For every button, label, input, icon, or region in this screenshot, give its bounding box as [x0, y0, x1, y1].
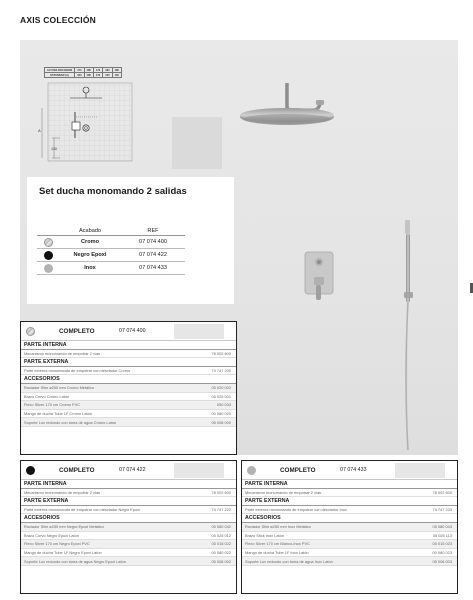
- kit-header: [21, 322, 236, 341]
- item-row: [21, 532, 236, 541]
- item-desc: Rociador Slim ø250 mm Negro Epoxi Metálico: [24, 524, 104, 530]
- item-ref: 00 080 020: [211, 411, 231, 417]
- finish-row-negro: [37, 249, 185, 262]
- item-ref: 74 747 233: [432, 507, 452, 513]
- item-ref: 05 008 002: [211, 558, 231, 564]
- dimensions-cell: 170: [75, 68, 84, 73]
- section-title: PARTE EXTERNA: [21, 358, 236, 367]
- cromo-swatch-icon: [26, 327, 35, 336]
- item-row: [21, 367, 236, 376]
- kit-box-inox: [241, 460, 458, 594]
- item-ref: 05 025 113: [432, 532, 452, 538]
- dimension-label: A: [38, 128, 41, 133]
- kit-title: COMPLETO: [59, 467, 95, 474]
- item-row: [242, 557, 457, 566]
- inox-swatch-icon: [44, 264, 53, 273]
- finish-header: Acabado: [78, 227, 102, 234]
- item-row: [21, 401, 236, 410]
- item-desc: Brazo Curvo Cromo Latón: [24, 393, 70, 399]
- dimensions-cell: 160: [75, 73, 84, 78]
- kit-thumbnail: [395, 463, 445, 478]
- dimensions-cell: 120: [103, 73, 112, 78]
- item-desc: Flexo Silver 170 cm Blanco-Inox PVC: [245, 541, 310, 547]
- dimensions-row: [45, 73, 122, 78]
- item-row: [21, 557, 236, 566]
- product-info-card: [27, 177, 234, 304]
- kit-ref: 07 074 400: [119, 328, 146, 334]
- finish-name: Inox: [84, 265, 96, 271]
- section-title: ACCESORIOS: [242, 514, 457, 523]
- shower-set-illustration: [232, 80, 432, 455]
- kit-box-negro-epoxi: [20, 460, 237, 594]
- material-sample: [172, 117, 222, 169]
- finish-table: [37, 226, 185, 275]
- kit-thumbnail: [174, 463, 224, 478]
- item-desc: Brazo Stick Inox Latón: [245, 532, 284, 538]
- item-row: [242, 489, 457, 498]
- item-desc: Mango de ducha Tube 1F Negro Epoxi Latón: [24, 550, 102, 556]
- dimensions-cell: 150: [112, 73, 121, 78]
- item-row: [21, 506, 236, 515]
- item-row: [242, 506, 457, 515]
- item-ref: 050 033: [216, 402, 231, 408]
- item-row: [21, 410, 236, 419]
- finish-ref: 07 074 433: [139, 265, 167, 271]
- item-row: [21, 523, 236, 532]
- item-desc: Rociador Slim ø250 mm Cromo Metálico: [24, 385, 95, 391]
- item-row: [21, 549, 236, 558]
- section-title: PARTE EXTERNA: [21, 497, 236, 506]
- item-row: [21, 393, 236, 402]
- inox-swatch-icon: [247, 466, 256, 475]
- item-ref: 05 008 000: [211, 419, 231, 425]
- finish-table-header: [37, 226, 185, 236]
- finish-name: Cromo: [80, 239, 100, 245]
- cromo-swatch-icon: [44, 238, 53, 247]
- item-ref: 74 747 222: [211, 507, 231, 513]
- ref-header: REF: [147, 227, 159, 234]
- item-ref: 05 025 012: [211, 532, 231, 538]
- kit-thumbnail: [174, 324, 224, 339]
- item-desc: Flexo Silver 170 cm Negro Epoxi PVC: [24, 541, 90, 547]
- section-title: PARTE EXTERNA: [242, 497, 457, 506]
- item-ref: 78 002 600: [211, 350, 231, 356]
- item-row: [21, 384, 236, 393]
- negro-swatch-icon: [26, 466, 35, 475]
- item-desc: Flexo Silver 170 cm Cromo PVC: [24, 402, 80, 408]
- dimensions-cell: 180: [84, 73, 93, 78]
- item-desc: Rociador Slim ø250 mm Inox Metálico: [245, 524, 311, 530]
- finish-ref: 07 074 400: [139, 239, 167, 245]
- section-title: PARTE INTERNA: [21, 341, 236, 350]
- kit-ref: 07 074 433: [340, 467, 367, 473]
- dimensions-table: [44, 67, 122, 78]
- dimensions-cell: ALTURA ROCIADOR: [45, 68, 75, 73]
- kit-header: [21, 461, 236, 480]
- item-ref: 05 015 023: [432, 541, 452, 547]
- item-ref: 74 747 200: [211, 368, 231, 374]
- dimensions-cell: ESTANDAR (A): [45, 73, 75, 78]
- technical-drawing: [34, 80, 134, 165]
- item-desc: Parte externa monomando de empotrar con desviador Cromo: [24, 368, 131, 374]
- kit-title: COMPLETO: [280, 467, 316, 474]
- item-desc: Mecanismo monomando de empotrar 2 vías: [245, 489, 322, 495]
- negro-swatch-icon: [44, 251, 53, 260]
- kit-header: [242, 461, 457, 480]
- item-desc: Soporte Lux redondo con toma de agua Cromo Latón: [24, 419, 117, 425]
- item-ref: 05 080 042: [211, 524, 231, 530]
- dimensions-cell: 170: [93, 73, 102, 78]
- item-row: [21, 540, 236, 549]
- dimensions-cell: 180: [112, 68, 121, 73]
- item-ref: 05 020 002: [211, 385, 231, 391]
- item-ref: 78 002 600: [432, 489, 452, 495]
- item-desc: Mecanismo monomando de empotrar 2 vías: [24, 489, 101, 495]
- item-row: [242, 532, 457, 541]
- kit-title: COMPLETO: [59, 328, 95, 335]
- item-ref: 00 080 022: [211, 550, 231, 556]
- product-title: Set ducha monomando 2 salidas: [39, 186, 187, 197]
- item-ref: 05 025 001: [211, 393, 231, 399]
- item-row: [242, 540, 457, 549]
- item-ref: 00 080 023: [432, 550, 452, 556]
- item-ref: 05 015 022: [211, 541, 231, 547]
- section-title: PARTE INTERNA: [242, 480, 457, 489]
- item-row: [21, 489, 236, 498]
- dimensions-cell: 180: [103, 68, 112, 73]
- item-desc: Parte externa monomando de empotrar con desviador Negro Epoxi: [24, 507, 140, 513]
- dimensions-cell: 170: [93, 68, 102, 73]
- finish-name: Negro Epoxi: [73, 252, 107, 258]
- item-desc: Mecanismo monomando de empotrar 2 vías: [24, 350, 101, 356]
- item-row: [21, 418, 236, 427]
- finish-row-inox: [37, 262, 185, 275]
- kit-box-cromo: [20, 321, 237, 455]
- item-desc: Brazo Curvo Negro Epoxi Latón: [24, 532, 79, 538]
- kit-ref: 07 074 422: [119, 467, 146, 473]
- section-title: ACCESORIOS: [21, 514, 236, 523]
- item-row: [242, 549, 457, 558]
- item-row: [21, 350, 236, 359]
- collection-title: AXIS COLECCIÓN: [20, 15, 97, 25]
- section-title: PARTE INTERNA: [21, 480, 236, 489]
- height-label: 130: [51, 147, 57, 151]
- item-desc: Soporte Lux redondo con toma de agua Inox Latón: [245, 558, 333, 564]
- section-title: ACCESORIOS: [21, 375, 236, 384]
- finish-row-cromo: [37, 236, 185, 249]
- item-desc: Mango de ducha Tube 1F Inox Latón: [245, 550, 309, 556]
- item-desc: Parte externa monomando de empotrar con desviador Inox: [245, 507, 347, 513]
- item-ref: 78 002 600: [211, 489, 231, 495]
- item-desc: Soporte Lux redondo con toma de agua Negro Epoxi Latón: [24, 558, 126, 564]
- finish-ref: 07 074 422: [139, 252, 167, 258]
- item-desc: Mango de ducha Tube 1F Cromo Latón: [24, 411, 92, 417]
- dimensions-cell: 180: [84, 68, 93, 73]
- item-ref: 05 008 003: [432, 558, 452, 564]
- item-row: [242, 523, 457, 532]
- item-ref: 05 080 043: [432, 524, 452, 530]
